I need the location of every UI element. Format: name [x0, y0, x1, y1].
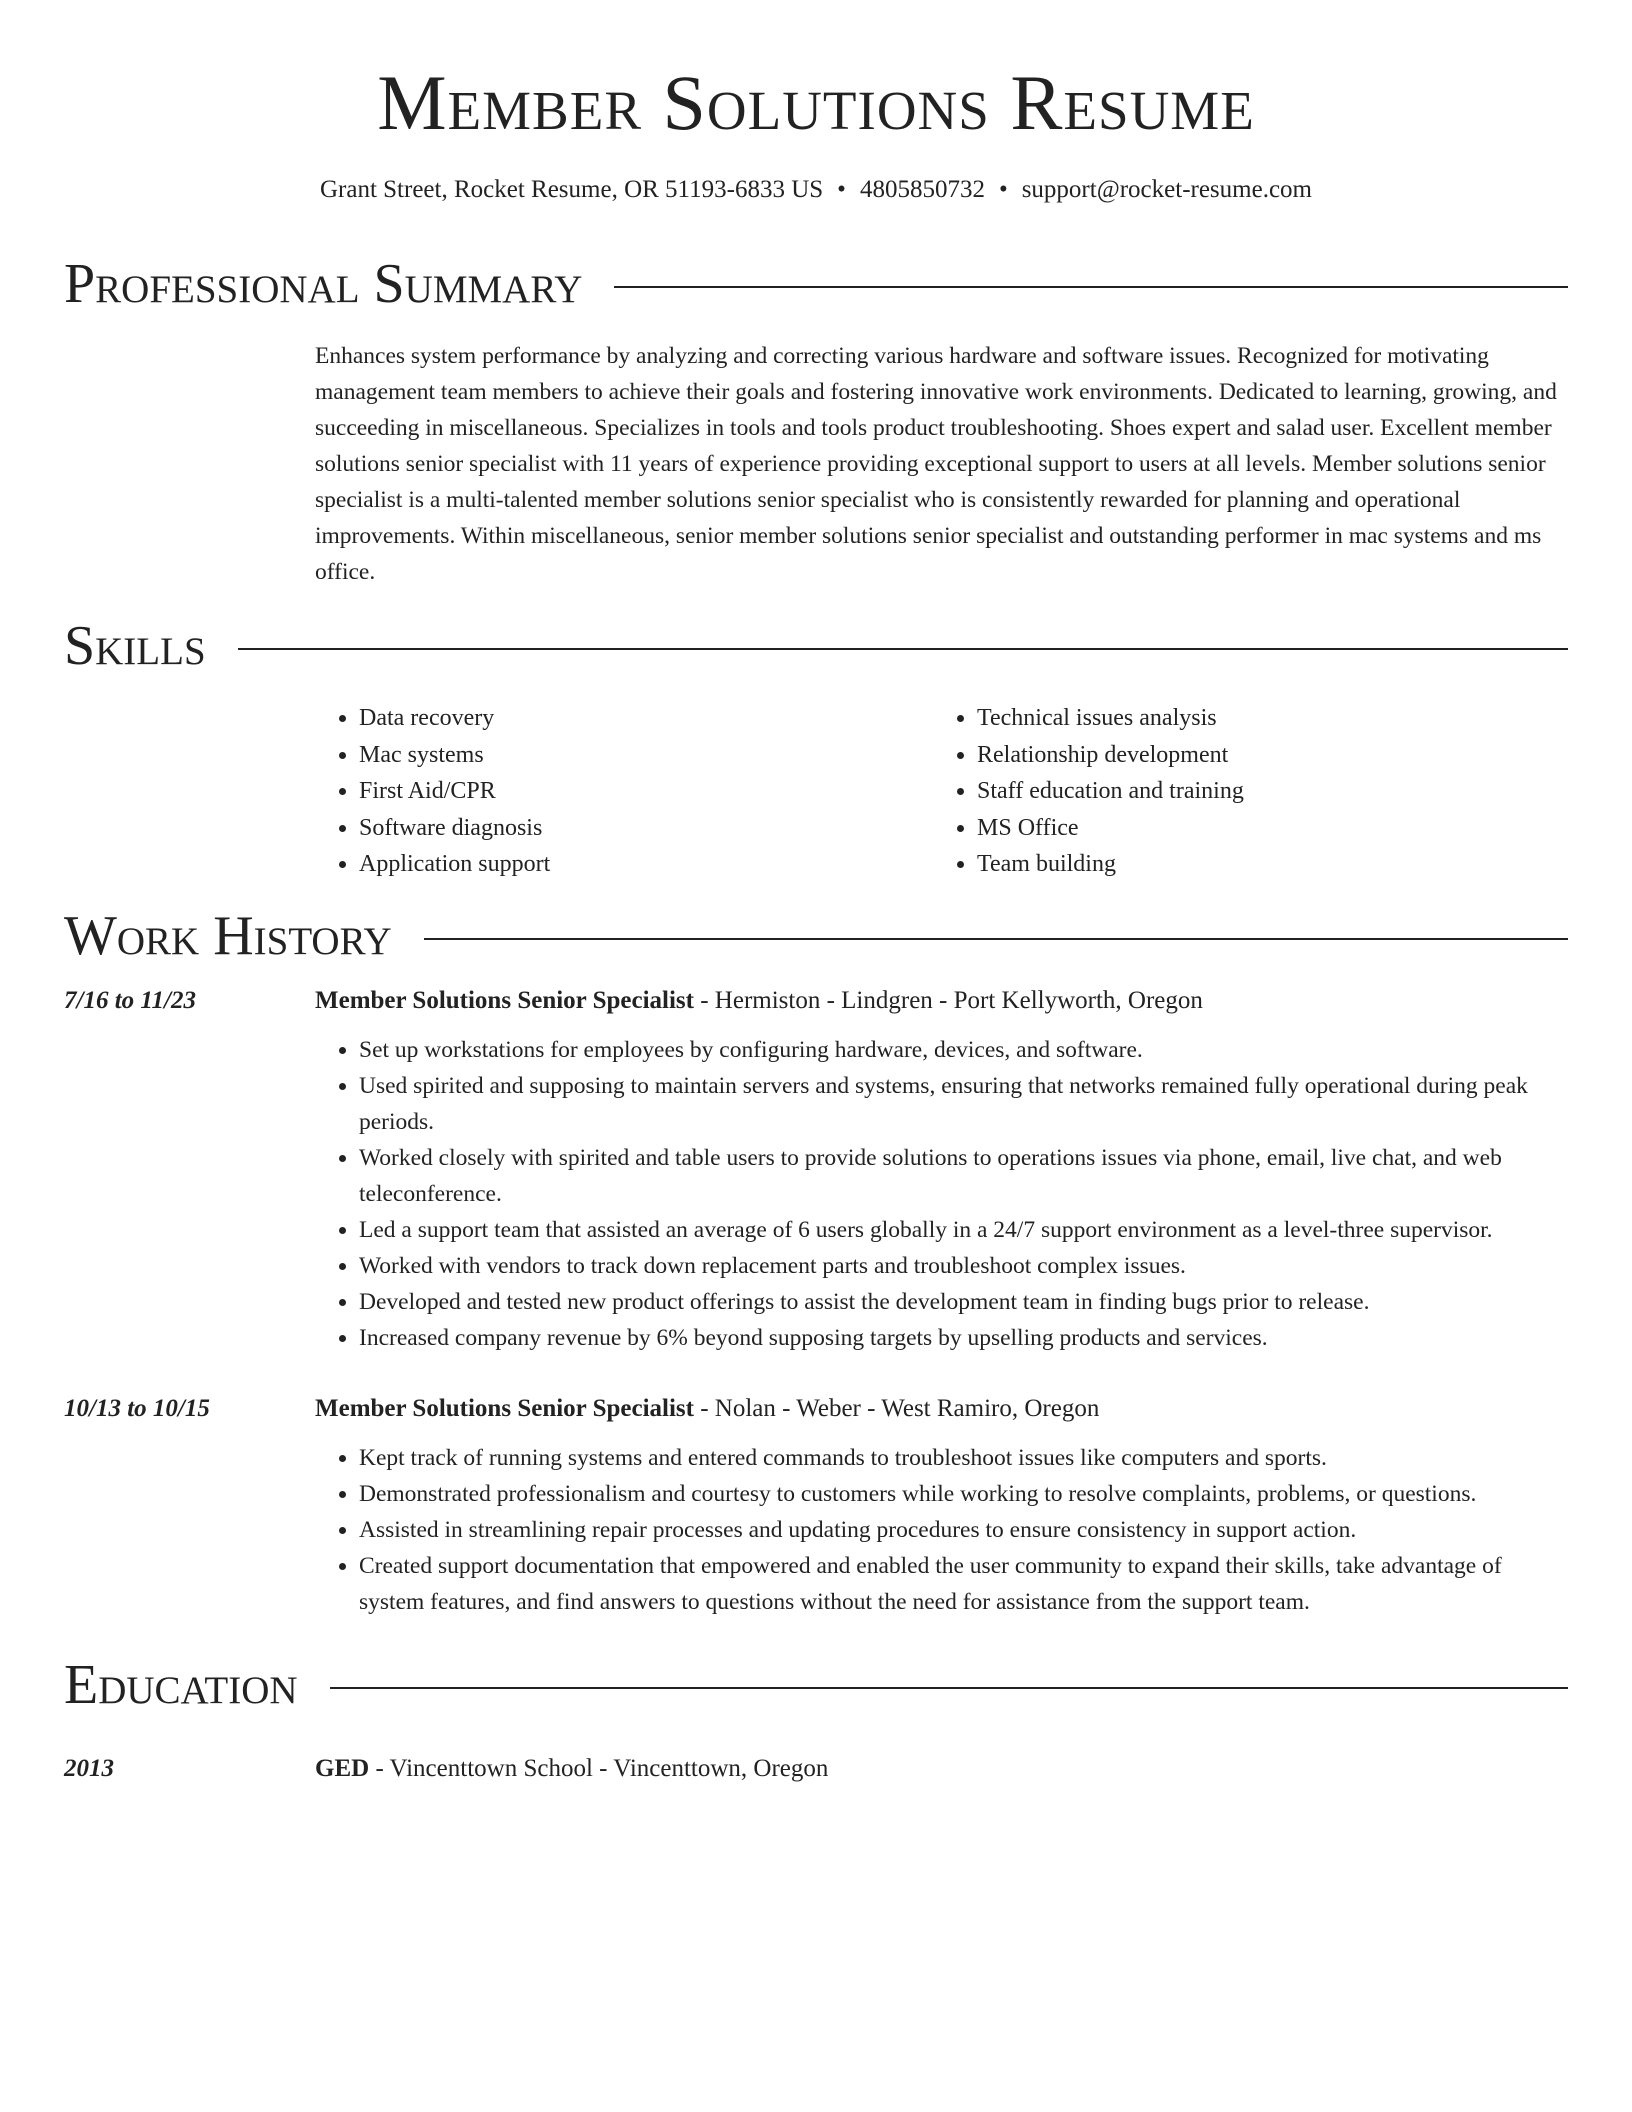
- education-section-header: [64, 1653, 1568, 1717]
- contact-address: Grant Street, Rocket Resume, OR 51193-6833 US: [319, 176, 824, 203]
- education-date: 2013: [64, 1755, 114, 1782]
- skills-section-header: [64, 614, 1568, 678]
- job-bullet: • Worked closely with spirited and table users to provide solutions to operations issues via phone, email, live chat, and web teleconference.: [359, 1140, 1568, 1212]
- work-section-header: [64, 904, 1568, 968]
- skills-heading: Skills: [64, 615, 206, 677]
- skills-column-left: [315, 700, 933, 883]
- skill-item: • Team building: [977, 846, 1551, 883]
- skill-item: • First Aid/CPR: [359, 773, 933, 810]
- section-divider: [330, 1687, 1568, 1689]
- education-heading-line: [315, 1753, 828, 1785]
- job-employer: - Nolan - Weber - West Ramiro, Oregon: [693, 1395, 1100, 1422]
- job-bullet: • Kept track of running systems and entered commands to troubleshoot issues like computers and sports.: [359, 1440, 1568, 1476]
- contact-line: [64, 174, 1568, 206]
- education-heading: Education: [64, 1654, 298, 1716]
- summary-text: Enhances system performance by analyzing and correcting various hardware and software issues. Recognized for motivating management team members to achieve their goals and fostering innovative work environments. Dedicated to learning, growing, and succeeding in miscellaneous. Specializes in tools and tools product troubleshooting. Shoes expert and salad user. Excellent member solutions senior specialist with 11 years of experience providing exceptional support to users at all levels. Member solutions senior specialist is a multi-talented member solutions senior specialist who is consistently rewarded for planning and operational improvements. Within miscellaneous, senior member solutions senior specialist and outstanding performer in mac systems and ms office.: [315, 343, 1557, 585]
- section-divider: [614, 286, 1568, 288]
- job-bullet: • Developed and tested new product offerings to assist the development team in finding bugs prior to release.: [359, 1284, 1568, 1320]
- job-bullets: [315, 1440, 1568, 1620]
- skill-item: • Staff education and training: [977, 773, 1551, 810]
- skill-item: • MS Office: [977, 810, 1551, 847]
- contact-phone: 4805850732: [859, 176, 985, 203]
- section-divider: [238, 648, 1568, 650]
- skill-item: • Data recovery: [359, 700, 933, 737]
- job-bullet: • Created support documentation that empowered and enabled the user community to expand their skills, take advantage of system features, and find answers to questions without the need for assistance from the support team.: [359, 1548, 1568, 1620]
- skill-item: • Mac systems: [359, 737, 933, 774]
- job-title: Member Solutions Senior Specialist: [315, 987, 694, 1014]
- skill-item: • Relationship development: [977, 737, 1551, 774]
- summary-heading: Professional Summary: [64, 253, 583, 315]
- job-bullet: • Worked with vendors to track down replacement parts and troubleshoot complex issues.: [359, 1248, 1568, 1284]
- job-bullet: • Set up workstations for employees by configuring hardware, devices, and software.: [359, 1032, 1568, 1068]
- job-bullet: • Used spirited and supposing to maintain servers and systems, ensuring that networks remained fully operational during peak periods.: [359, 1068, 1568, 1140]
- job-employer: - Hermiston - Lindgren - Port Kellyworth, Oregon: [693, 987, 1203, 1014]
- job-dates: 7/16 to 11/23: [64, 987, 196, 1014]
- contact-separator: •: [837, 176, 846, 203]
- section-divider: [424, 938, 1568, 940]
- contact-email: support@rocket-resume.com: [1021, 176, 1312, 203]
- job-bullet: • Demonstrated professionalism and courtesy to customers while working to resolve complaints, problems, or questions.: [359, 1476, 1568, 1512]
- job-bullet: • Led a support team that assisted an average of 6 users globally in a 24/7 support environment as a level-three supervisor.: [359, 1212, 1568, 1248]
- job-heading: [315, 985, 1203, 1017]
- skill-item: • Software diagnosis: [359, 810, 933, 847]
- job-title: Member Solutions Senior Specialist: [315, 1395, 694, 1422]
- job-bullet: • Assisted in streamlining repair processes and updating procedures to ensure consistency in support action.: [359, 1512, 1568, 1548]
- job-dates: 10/13 to 10/15: [64, 1395, 210, 1422]
- education-school: - Vincenttown School - Vincenttown, Oregon: [369, 1755, 829, 1782]
- job-bullets: [315, 1032, 1568, 1356]
- resume-title: Member Solutions Resume: [377, 59, 1255, 146]
- skills-column-right: [933, 700, 1551, 883]
- education-degree: GED: [315, 1755, 370, 1782]
- skills-list: [315, 700, 1568, 883]
- contact-separator: •: [998, 176, 1008, 203]
- skill-item: • Technical issues analysis: [977, 700, 1551, 737]
- work-heading: Work History: [64, 905, 392, 967]
- job-heading: [315, 1393, 1099, 1425]
- skill-item: • Application support: [359, 846, 933, 883]
- job-bullet: • Increased company revenue by 6% beyond supposing targets by upselling products and services.: [359, 1320, 1568, 1356]
- summary-section-header: [64, 252, 1568, 316]
